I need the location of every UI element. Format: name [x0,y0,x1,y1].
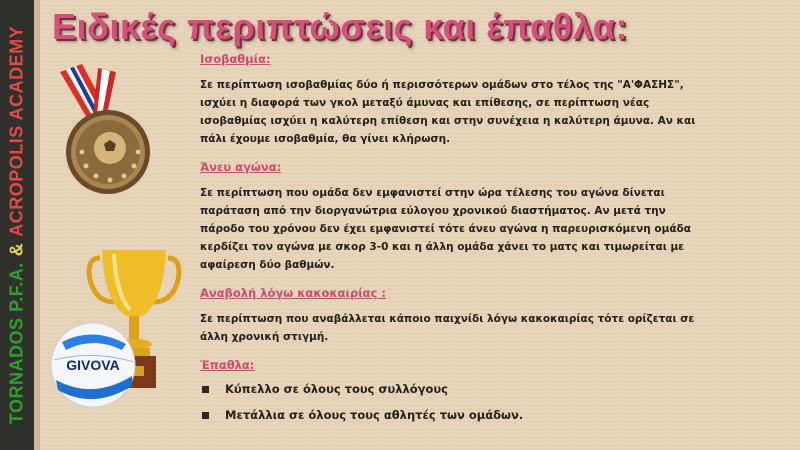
section-heading-weather: Αναβολή λόγω κακοκαιρίας : [200,286,386,300]
sidebar-text-tornados: TORNADOS P.F.A. [6,262,27,425]
list-item [200,408,700,422]
section-heading-forfeit: Άνευ αγώνα: [200,160,282,174]
medal-image [52,58,162,198]
section-text-forfeit: Σε περίπτωση που ομάδα δεν εμφανιστεί στην ώρα τέλεσης του αγώνα δίνεται παράταση από την διοργανώτρια εύλογου χρονικού διαστήματος. Αν μετά την πάροδο του χρόνου δεν έχει εμφανιστεί τότε άνευ αγώνα η παρευρισκόμενη ομάδα κερδίζει τον αγώνα με σκορ 3-0 και η άλλη ομάδα χάνει το ματς και τιμωρείται με αφαίρεση δύο βαθμών. [200,187,691,271]
sidebar-stripe [34,0,40,450]
content-area [200,52,700,434]
section-text-weather: Σε περίπτωση που αναβάλλεται κάποιο παιχνίδι λόγω κακοκαιρίας τότε ορίζεται σε άλλη χρονική στιγμή. [200,313,695,343]
prizes-list [200,382,700,422]
sidebar-label [7,26,28,424]
trophy-cup [102,250,166,316]
prize-item-cup: Κύπελλο σε όλους τους συλλόγους [225,382,448,396]
ball-brand-label: GIVOVA [66,357,120,373]
section-text-tie: Σε περίπτωση ισοβαθμίας δύο ή περισσότερων ομάδων στο τέλος της "Α'ΦΑΣΗΣ", ισχύει η διαφορά των γκολ μεταξύ άμυνας και επίθεσης, σε περίπτωση νέας ισοβαθμίας ισχύει η καλύτερη επίθεση και στην συνέχεια η καλύτερη άμυνα. Αν και πάλι έχουμε ισοβαθμία, θα γίνει κλήρωση. [200,79,696,145]
list-item [200,382,700,396]
prize-item-medals: Μετάλλια σε όλους τους αθλητές των ομάδων. [225,408,524,422]
section-heading-tie: Ισοβαθμία: [200,52,271,66]
page-title: Ειδικές περιπτώσεις και έπαθλα: [52,6,628,47]
sidebar-text-acropolis: ACROPOLIS ACADEMY [6,25,27,237]
bullet-icon [202,386,209,393]
section-heading-prizes: Έπαθλα: [200,358,255,372]
sidebar-ampersand: & [6,242,27,257]
bullet-icon [202,412,209,419]
ball-image [48,320,138,410]
